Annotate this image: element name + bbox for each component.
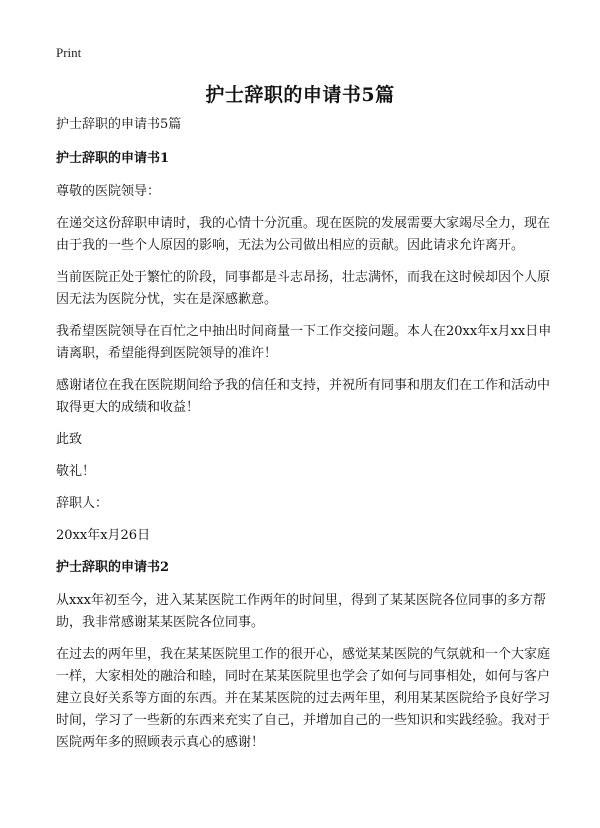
letter1-heading: 护士辞职的申请书1	[56, 151, 170, 166]
letter1-paragraph: 感谢诸位在我在医院期间给予我的信任和支持，并祝所有同事和朋友们在工作和活动中取得更大的成绩和收益！	[56, 378, 551, 415]
print-link[interactable]: Print	[56, 45, 82, 60]
letter1-date: 20xx年x月26日	[56, 528, 151, 543]
letter2-paragraph: 在过去的两年里，我在某某医院里工作的很开心，感觉某某医院的气氛就和一个大家庭一样，大家相处的融洽和睦，同时在某某医院里也学会了如何与同事相处，如何与客户建立良好关系等方面的东西。并在某某医院的过去两年里，利用某某医院给予良好学习时间，学习了一些新的东西来充实了自己，并增加自己的一些知识和实践经验。我对于医院两年多的照顾表示真心的感谢！	[56, 647, 551, 750]
page-title: 护士辞职的申请书5篇	[205, 84, 395, 106]
letter2-paragraph: 从xxx年初至今，进入某某医院工作两年的时间里，得到了某某医院各位同事的多方帮助，我非常感谢某某医院各位同事。	[56, 593, 546, 630]
letter1-paragraph: 当前医院正处于繁忙的阶段，同事都是斗志昂扬，壮志满怀，而我在这时候却因个人原因无法为医院分忧，实在是深感歉意。	[56, 270, 551, 307]
letter1-closing: 此致	[56, 432, 83, 447]
letter1-signer: 辞职人：	[56, 496, 109, 511]
letter1-greeting: 尊敬的医院领导：	[56, 184, 161, 199]
letter1-salute: 敬礼！	[56, 464, 96, 479]
subtitle: 护士辞职的申请书5篇	[56, 117, 182, 132]
letter1-paragraph: 在递交这份辞职申请时，我的心情十分沉重。现在医院的发展需要大家竭尽全力，现在由于我的一些个人原因的影响，无法为公司做出相应的贡献。因此请求允许离开。	[56, 216, 551, 253]
letter1-paragraph: 我希望医院领导在百忙之中抽出时间商量一下工作交接问题。本人在20xx年x月xx日申请离职，希望能得到医院领导的准许！	[56, 324, 552, 361]
document-body	[56, 114, 552, 764]
letter2-heading: 护士辞职的申请书2	[56, 560, 170, 575]
